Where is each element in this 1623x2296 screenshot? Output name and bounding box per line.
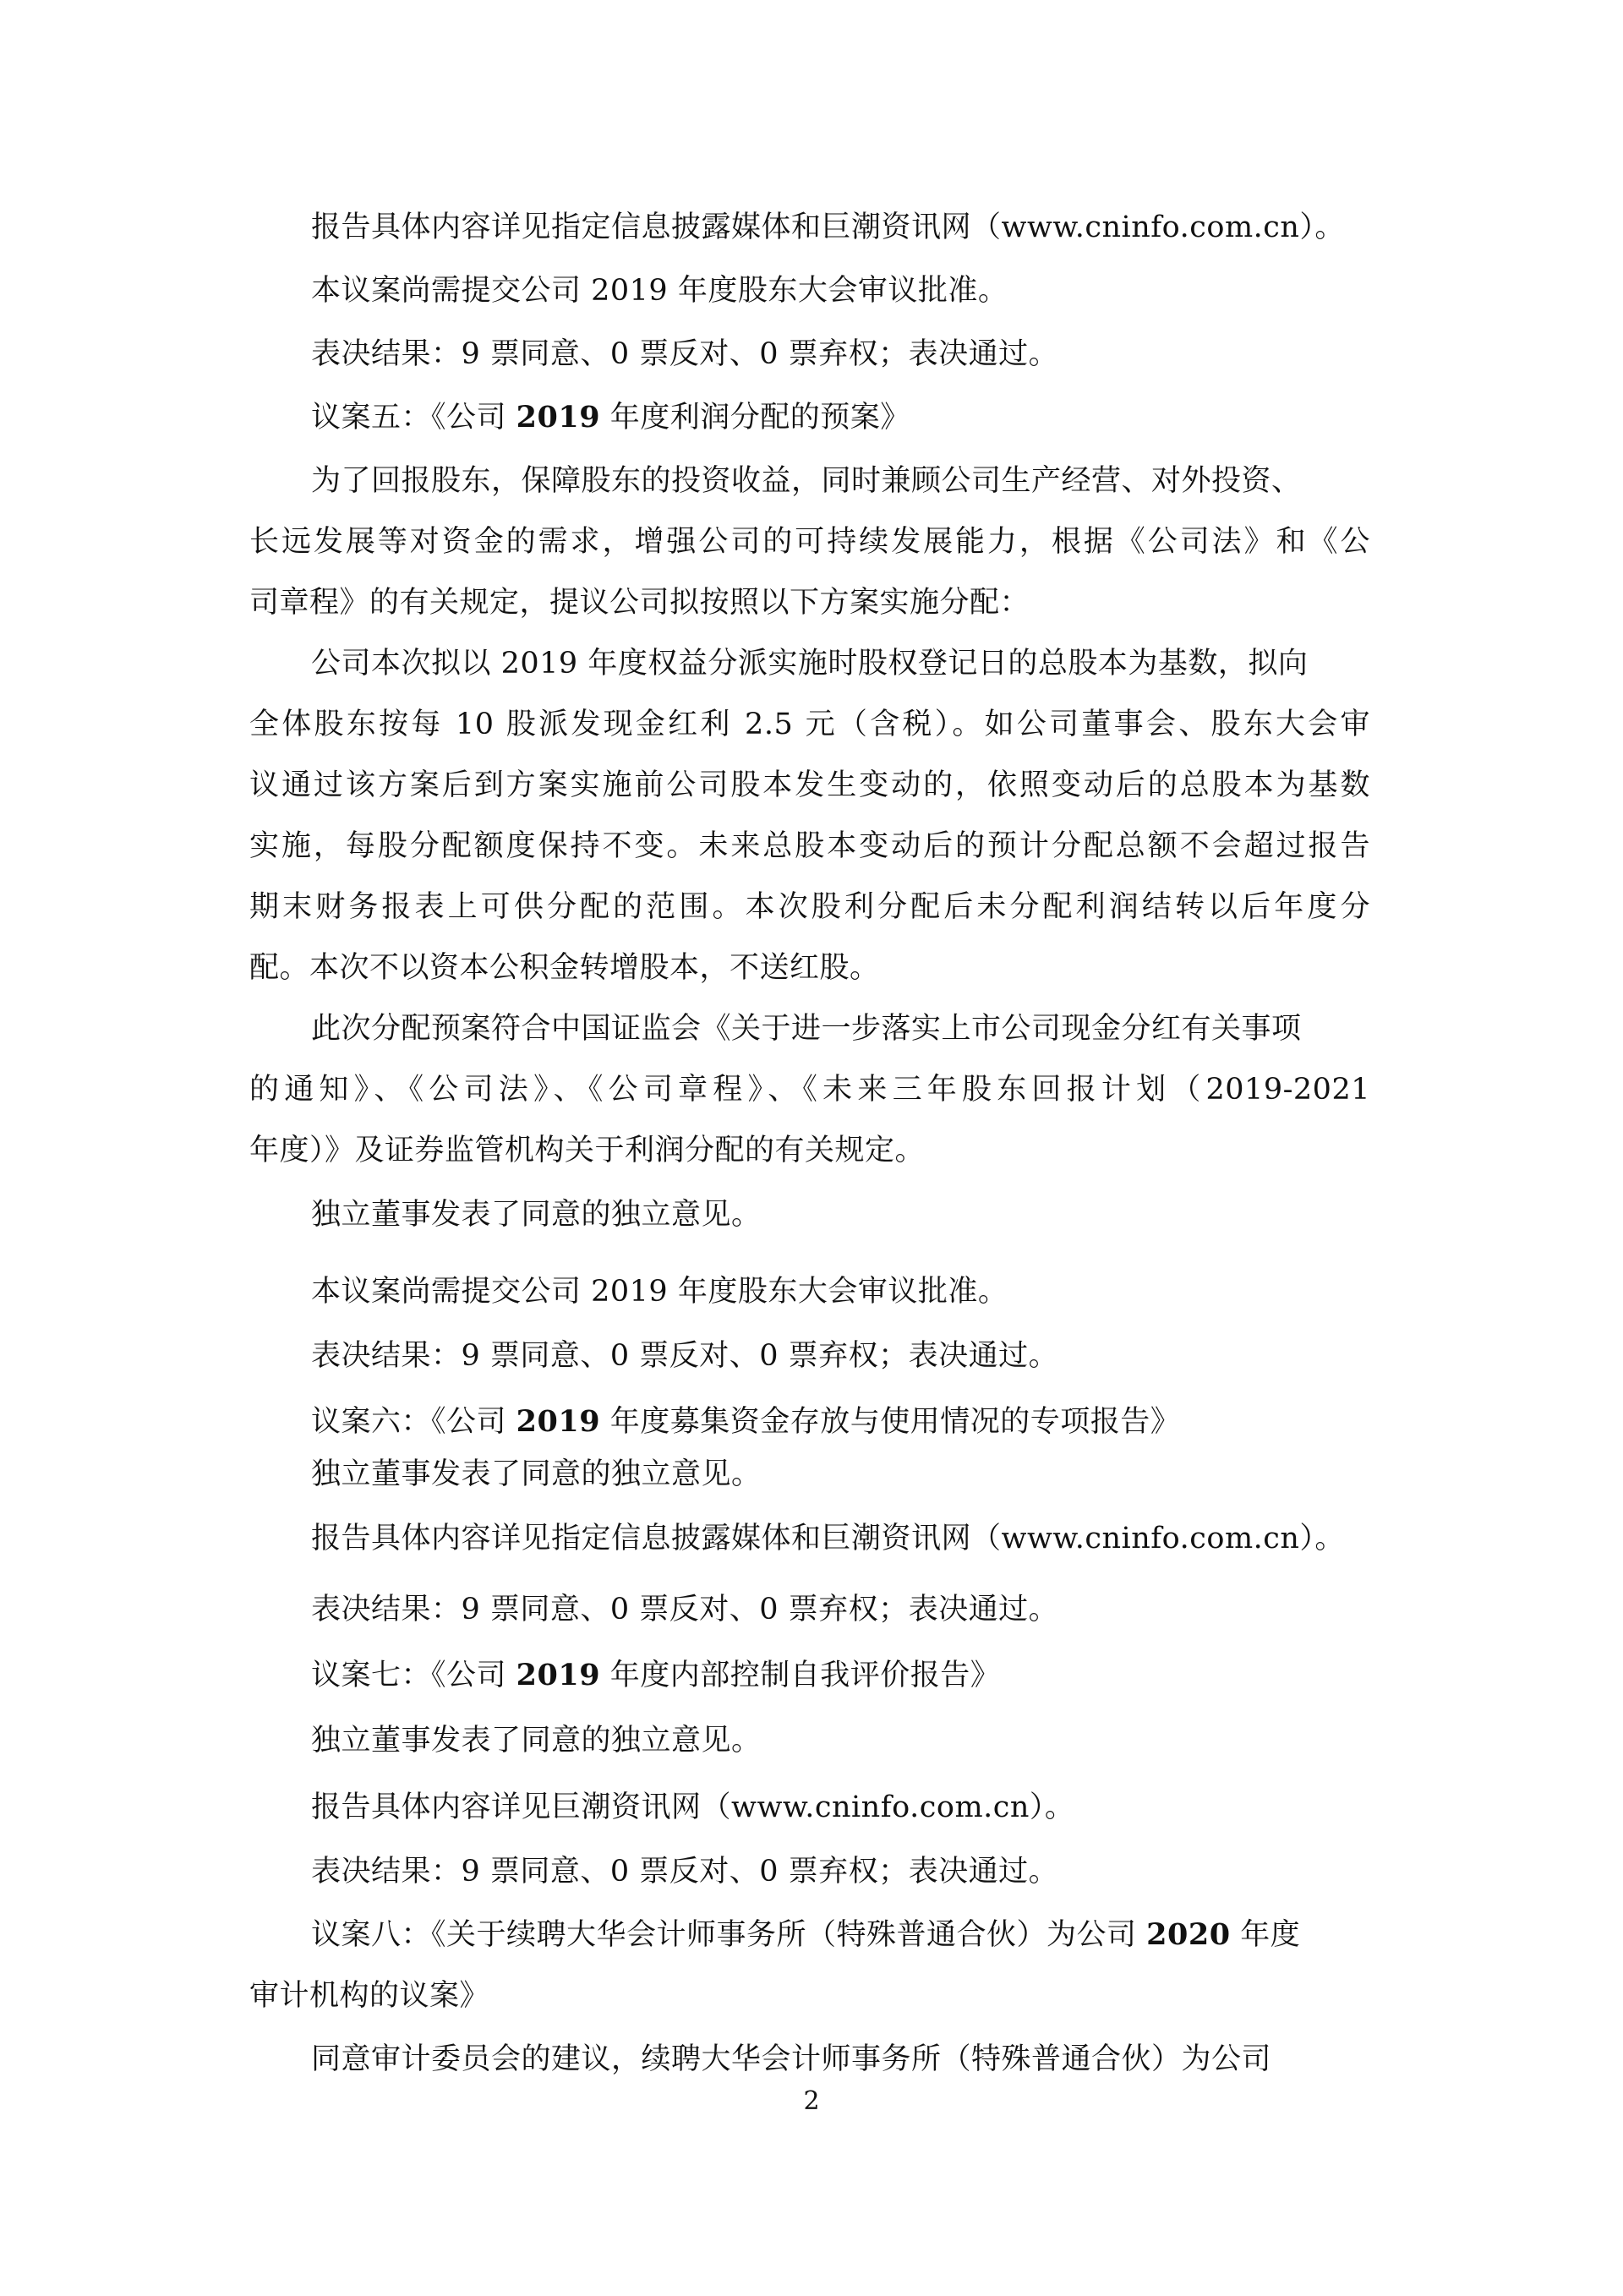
motion-heading: 议案八：《关于续聘大华会计师事务所（特殊普通合伙）为公司 2020 年度 [311, 1917, 1301, 1952]
text-line: 报告具体内容详见指定信息披露媒体和巨潮资讯网（www.cninfo.com.cn）。 [311, 1522, 1345, 1555]
text-line: 同意审计委员会的建议，续聘大华会计师事务所（特殊普通合伙）为公司 [311, 2042, 1272, 2076]
text-line: 本议案尚需提交公司 2019 年度股东大会审议批准。 [311, 274, 1008, 308]
text-line: 的通知》、《公司法》、《公司章程》、《未来三年股东回报计划（2019-2021 [249, 1073, 1370, 1107]
motion-heading-continued: 审计机构的议案》 [249, 1979, 490, 2013]
text-line: 独立董事发表了同意的独立意见。 [311, 1724, 762, 1758]
text-line: 本议案尚需提交公司 2019 年度股东大会审议批准。 [311, 1275, 1008, 1309]
text-line: 表决结果：9 票同意、0 票反对、0 票弃权；表决通过。 [311, 1855, 1059, 1889]
text-line: 实施，每股分配额度保持不变。未来总股本变动后的预计分配总额不会超过报告 [249, 829, 1370, 863]
text-line: 表决结果：9 票同意、0 票反对、0 票弃权；表决通过。 [311, 1339, 1059, 1373]
text-line: 议通过该方案后到方案实施前公司股本发生变动的，依照变动后的总股本为基数 [249, 768, 1370, 802]
text-line: 全体股东按每 10 股派发现金红利 2.5 元（含税）。如公司董事会、股东大会审 [249, 708, 1370, 741]
text-line: 表决结果：9 票同意、0 票反对、0 票弃权；表决通过。 [311, 1593, 1059, 1626]
text-line: 年度）》及证券监管机构关于利润分配的有关规定。 [249, 1134, 926, 1167]
motion-heading: 议案七：《公司 2019 年度内部控制自我评价报告》 [311, 1658, 1001, 1692]
text-line: 此次分配预案符合中国证监会《关于进一步落实上市公司现金分红有关事项 [311, 1012, 1302, 1046]
text-line: 独立董事发表了同意的独立意见。 [311, 1198, 762, 1232]
text-line: 为了回报股东，保障股东的投资收益，同时兼顾公司生产经营、对外投资、 [311, 464, 1302, 498]
page-number: 2 [803, 2086, 820, 2116]
text-line: 长远发展等对资金的需求，增强公司的可持续发展能力，根据《公司法》和《公 [249, 525, 1370, 559]
motion-heading: 议案五：《公司 2019 年度利润分配的预案》 [311, 400, 910, 435]
text-line: 期末财务报表上可供分配的范围。本次股利分配后未分配利润结转以后年度分 [249, 890, 1370, 924]
text-line: 表决结果：9 票同意、0 票反对、0 票弃权；表决通过。 [311, 337, 1059, 371]
text-line: 独立董事发表了同意的独立意见。 [311, 1457, 762, 1491]
text-line: 报告具体内容详见巨潮资讯网（www.cninfo.com.cn）。 [311, 1790, 1075, 1824]
text-line: 公司本次拟以 2019 年度权益分派实施时股权登记日的总股本为基数，拟向 [311, 647, 1309, 681]
text-line: 配。本次不以资本公积金转增股本，不送红股。 [249, 951, 880, 985]
motion-heading: 议案六：《公司 2019 年度募集资金存放与使用情况的专项报告》 [311, 1404, 1181, 1439]
text-line: 司章程》的有关规定，提议公司拟按照以下方案实施分配： [249, 586, 1030, 620]
text-line: 报告具体内容详见指定信息披露媒体和巨潮资讯网（www.cninfo.com.cn）。 [311, 210, 1345, 244]
